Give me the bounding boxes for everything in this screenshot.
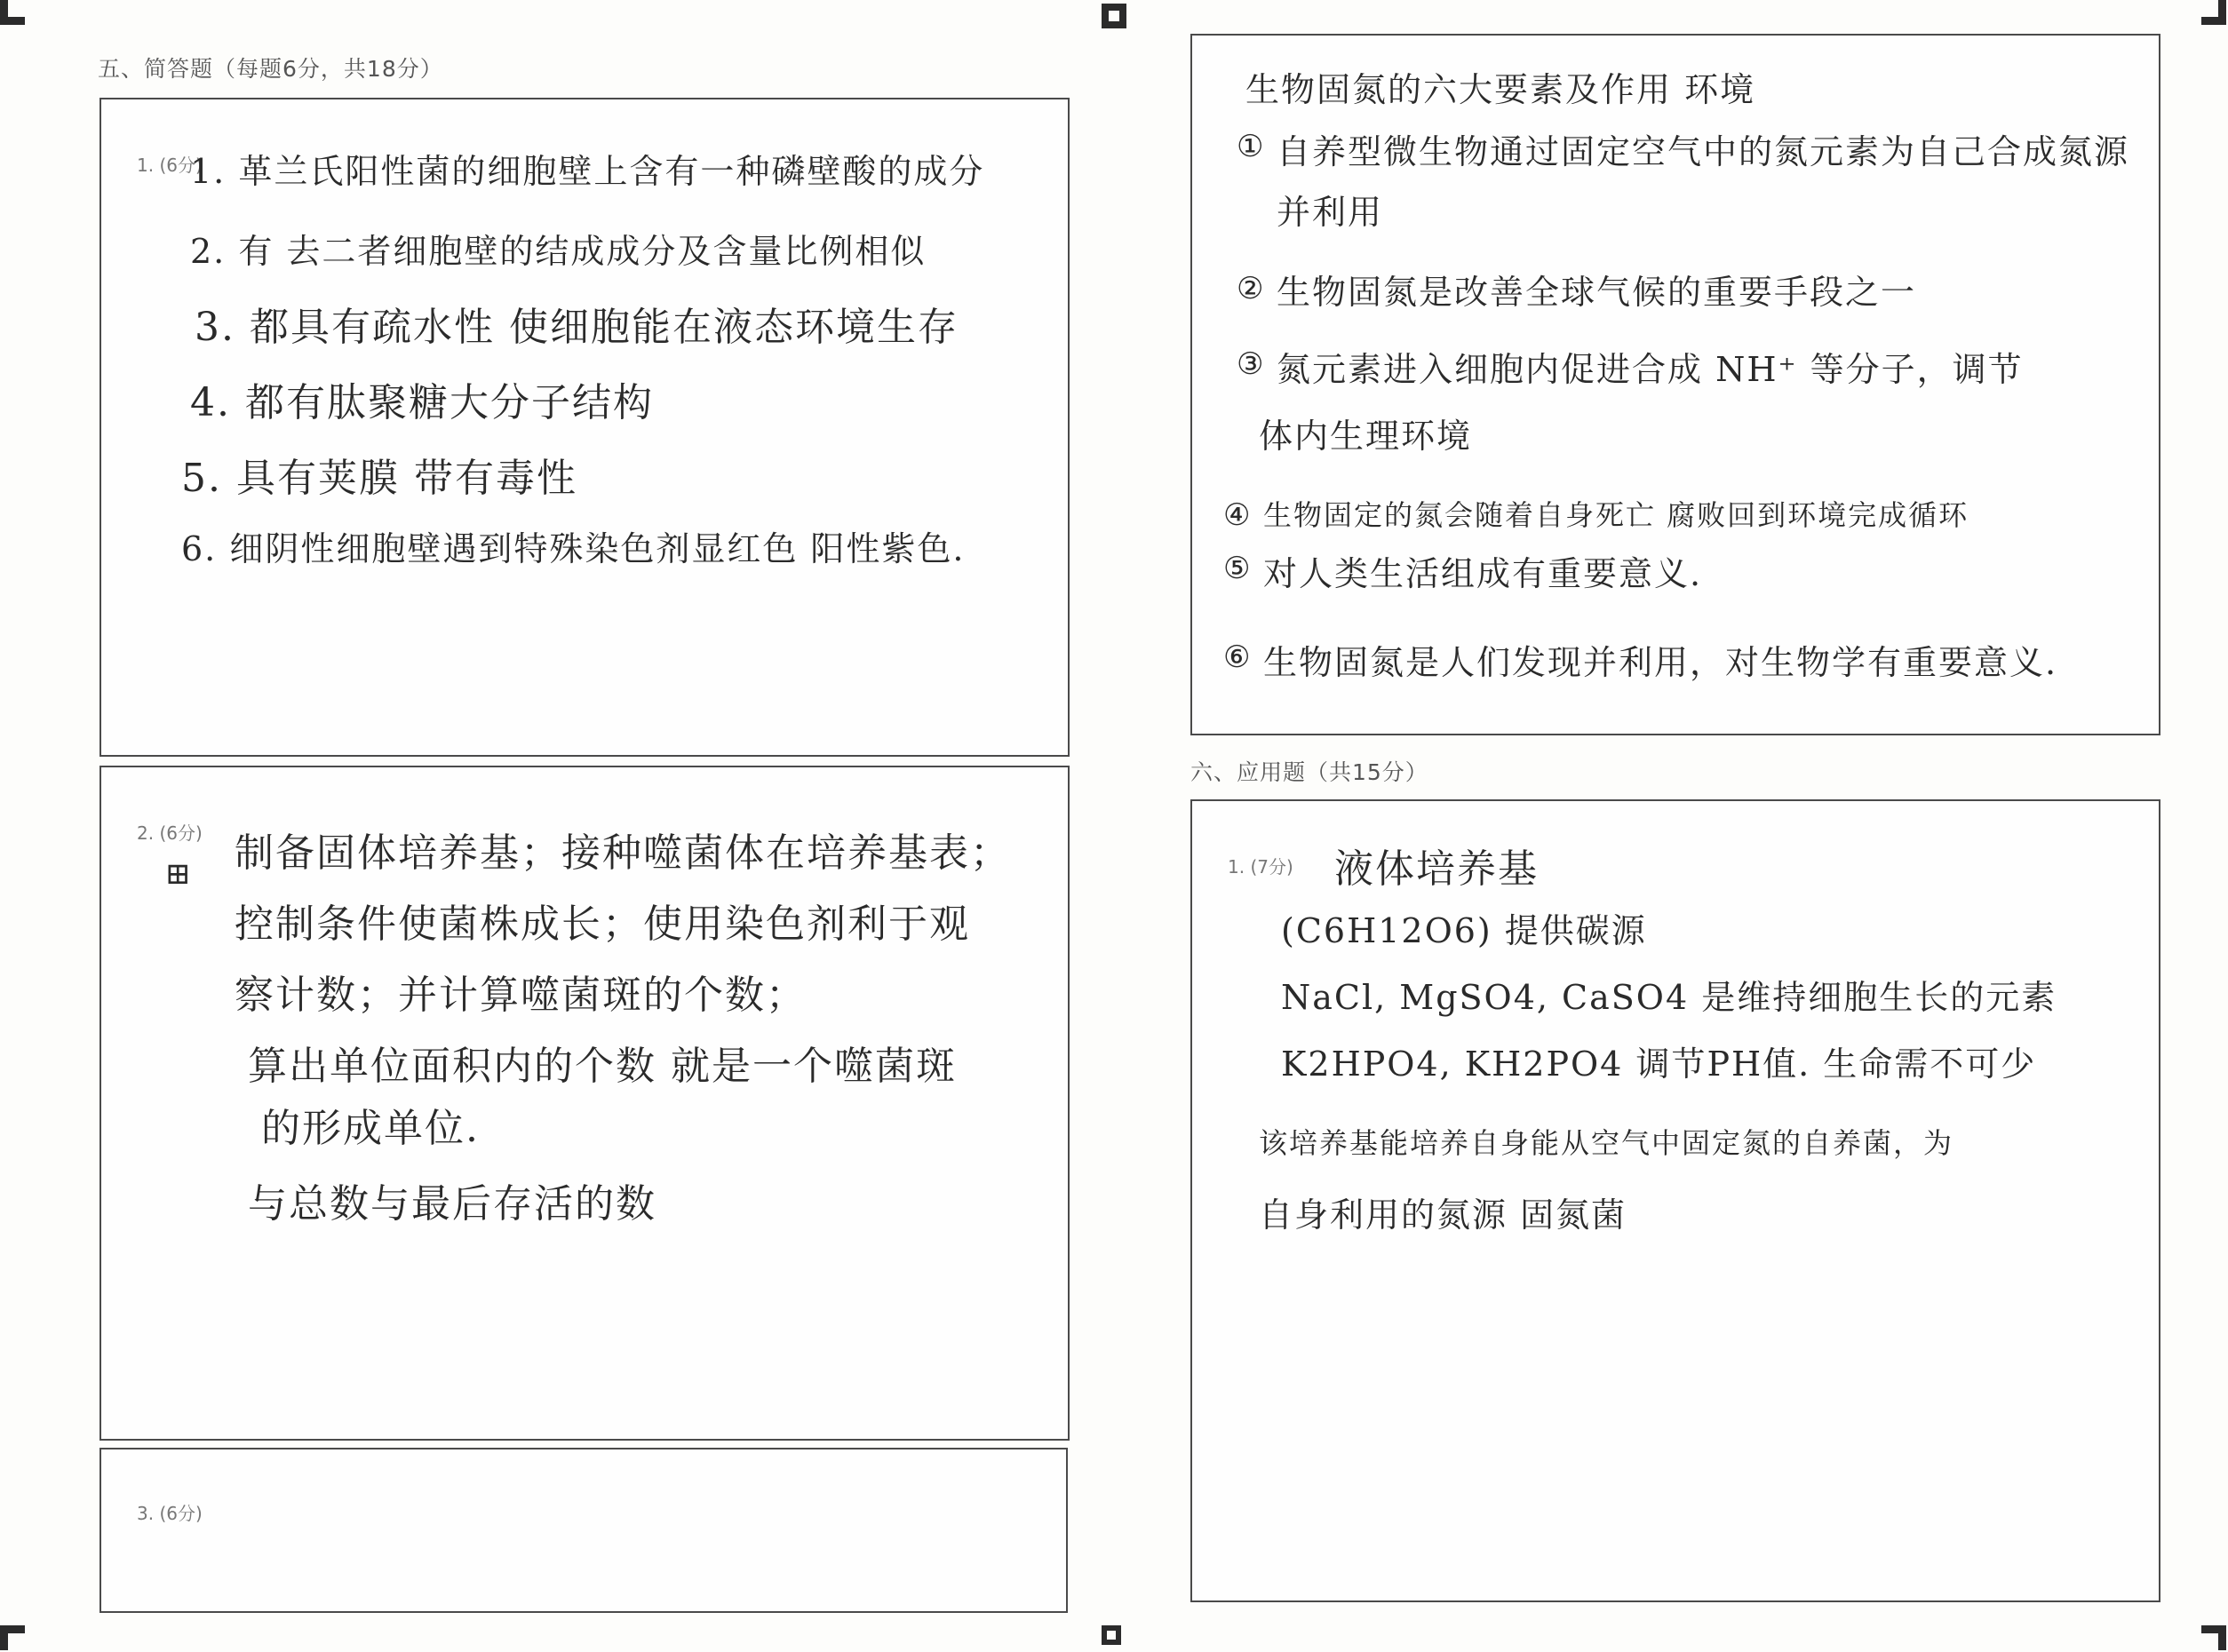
handwritten-line: 该培养基能培养自身能从空气中固定氮的自养菌，为 [1259, 1126, 1954, 1160]
item-number: ① [1237, 129, 1266, 164]
answer-box-continued[interactable] [1190, 34, 2160, 735]
handwritten-line: 与总数与最后存活的数 [248, 1181, 656, 1227]
handwritten-heading: 生物固氮的六大要素及作用 环境 [1245, 70, 1756, 109]
handwritten-line: 液体培养基 [1334, 846, 1539, 892]
question-label: 2. (6分) [137, 822, 203, 844]
section-six-title: 六、应用题（共15分） [1190, 759, 1428, 785]
section-five-title: 五、简答题（每题6分，共18分） [98, 56, 443, 82]
item-number: ② [1237, 271, 1266, 306]
circled-marker: ⊞ [165, 856, 193, 892]
handwritten-line: NaCl, MgSO4, CaSO4 是维持细胞生长的元素 [1281, 978, 2057, 1017]
handwritten-line: 氮元素进入细胞内促进合成 NH⁺ 等分子，调节 [1277, 350, 2024, 389]
handwritten-line: 5. 具有荚膜 带有毒性 [181, 456, 577, 501]
answer-box-q2[interactable] [99, 766, 1070, 1441]
corner-marker-top-left [0, 0, 25, 25]
question-label: 1. (6分) [137, 155, 203, 176]
item-number: ⑥ [1223, 639, 1253, 675]
handwritten-line: 自身利用的氮源 固氮菌 [1259, 1195, 1627, 1235]
handwritten-line: 控制条件使菌株成长；使用染色剂利于观 [235, 901, 970, 947]
handwritten-line: 3. 都具有疏水性 使细胞能在液态环境生存 [195, 305, 959, 350]
handwritten-line: 生物固氮是改善全球气候的重要手段之一 [1277, 273, 1917, 312]
handwritten-line: 体内生理环境 [1259, 417, 1473, 456]
corner-marker-bottom-left [0, 1625, 25, 1650]
item-number: ⑤ [1223, 551, 1253, 586]
answer-box-application-q1[interactable] [1190, 799, 2160, 1602]
question-label: 1. (7分) [1228, 856, 1293, 878]
handwritten-line: 生物固氮是人们发现并利用，对生物学有重要意义. [1263, 643, 2058, 682]
item-number: ④ [1223, 497, 1253, 533]
handwritten-line: 1. 革兰氏阳性菌的细胞壁上含有一种磷壁酸的成分 [190, 152, 985, 191]
handwritten-line: 并利用 [1277, 193, 1384, 232]
corner-marker-bottom-right [2201, 1625, 2226, 1650]
answer-box-q3[interactable] [99, 1448, 1068, 1613]
handwritten-line: 6. 细阴性细胞壁遇到特殊染色剂显红色 阳性紫色. [181, 529, 966, 568]
handwritten-line: 2. 有 去二者细胞壁的结成成分及含量比例相似 [190, 232, 927, 271]
handwritten-line: 4. 都有肽聚糖大分子结构 [190, 380, 654, 425]
handwritten-line: 算出单位面积内的个数 就是一个噬菌斑 [248, 1044, 957, 1089]
handwritten-line: 制备固体培养基；接种噬菌体在培养基表； [235, 830, 1011, 876]
handwritten-line: (C6H12O6) 提供碳源 [1281, 911, 1647, 950]
handwritten-line: 的形成单位. [261, 1106, 480, 1151]
handwritten-line: 生物固定的氮会随着自身死亡 腐败回到环境完成循环 [1263, 498, 1969, 532]
handwritten-line: K2HPO4, KH2PO4 调节PH值. 生命需不可少 [1281, 1044, 2037, 1084]
corner-marker-top-right [2201, 0, 2226, 25]
item-number: ③ [1237, 346, 1266, 382]
handwritten-line: 察计数；并计算噬菌斑的个数； [235, 973, 807, 1018]
answer-box-q1[interactable] [99, 98, 1070, 757]
question-label: 3. (6分) [137, 1503, 203, 1524]
handwritten-line: 对人类生活组成有重要意义. [1263, 554, 1703, 593]
alignment-marker-top-middle [1102, 4, 1126, 28]
handwritten-line: 自养型微生物通过固定空气中的氮元素为自己合成氮源 [1277, 132, 2130, 171]
alignment-marker-bottom-middle [1102, 1625, 1121, 1645]
